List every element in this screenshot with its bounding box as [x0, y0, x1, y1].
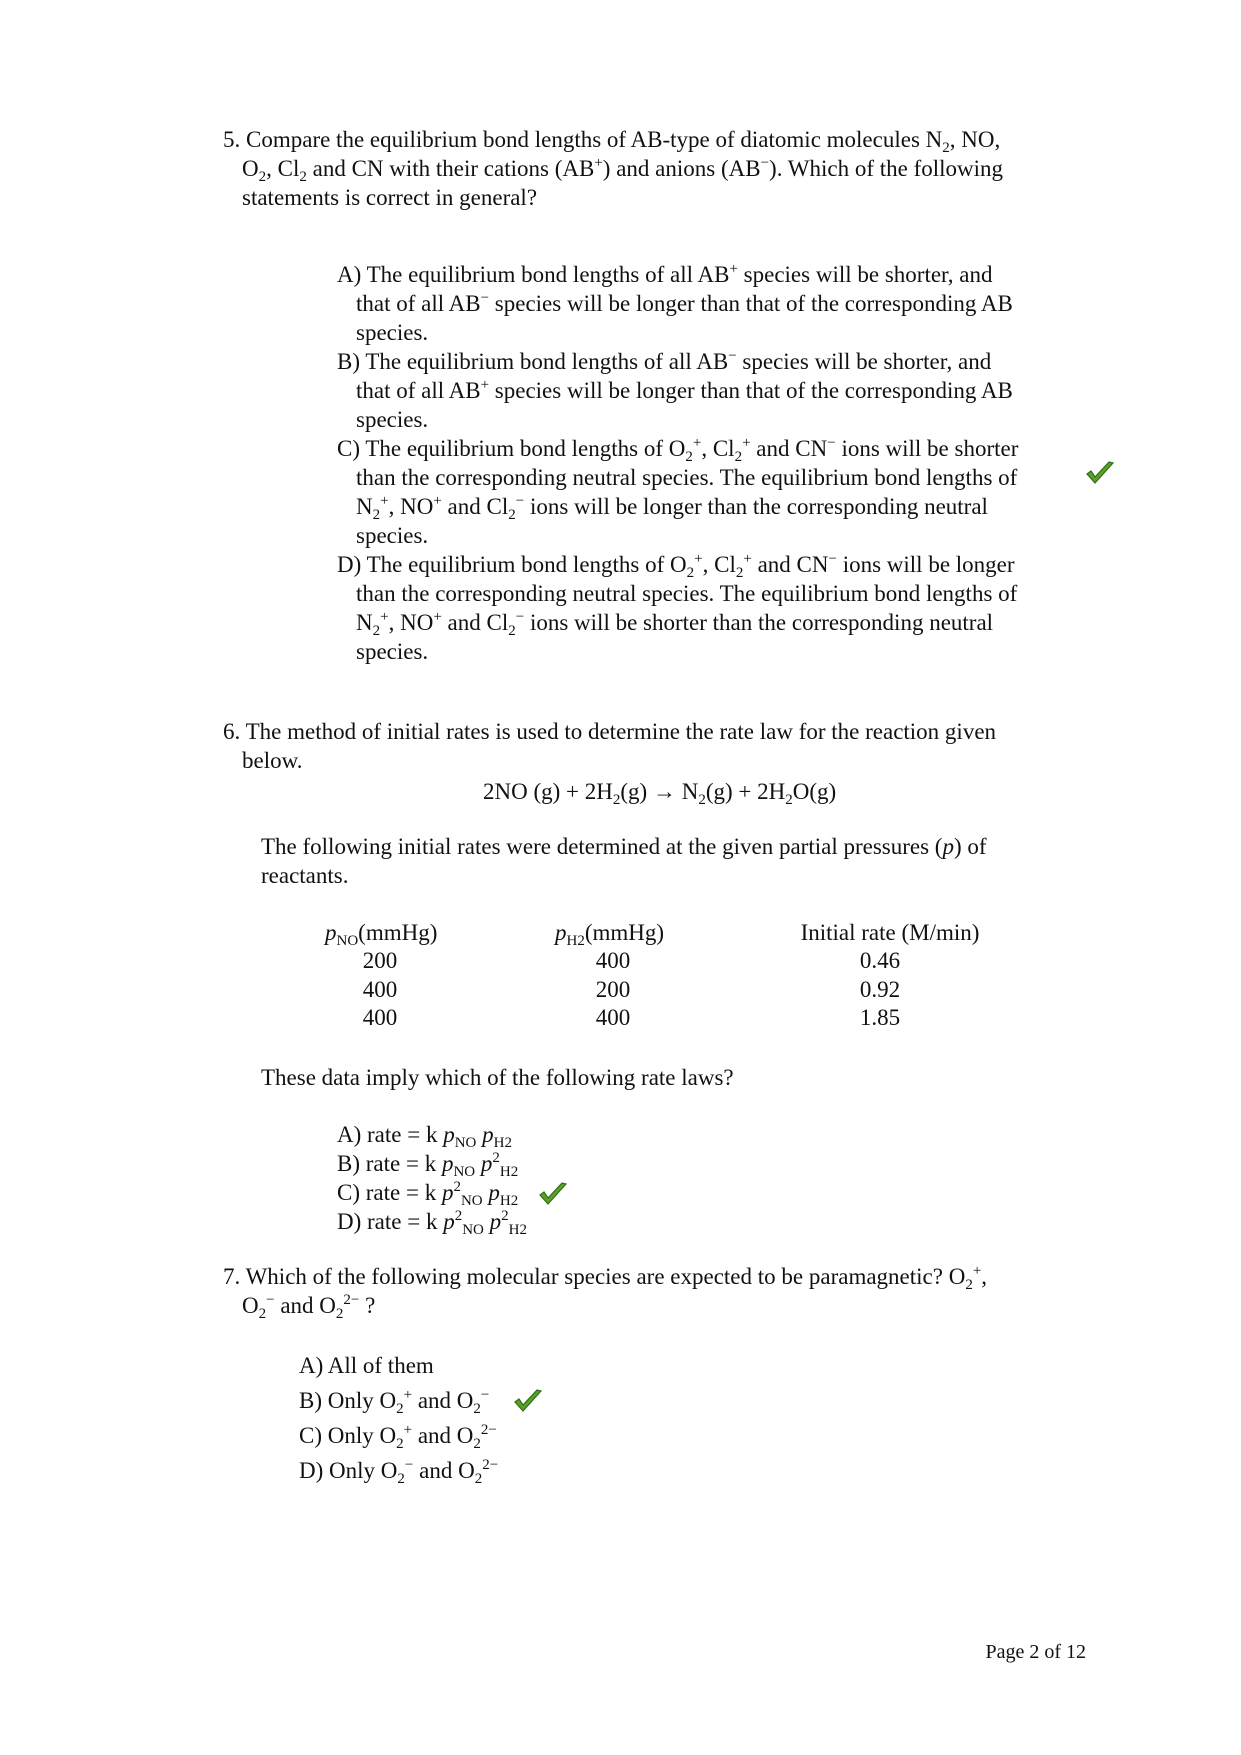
q6-option-a[interactable]: A) rate = k $p_{NO}$ $p_{H2}$: [337, 1122, 512, 1151]
table-cell: 400: [362, 977, 398, 1002]
q6-options: [337, 1120, 737, 1236]
checkmark-icon-q7: [513, 1388, 543, 1414]
q5-stem: 5. Compare the equilibrium bond lengths of AB-type of diatomic molecules $N_2$, NO, $O_2$, $Cl_2$ and CN with their cations (AB+) and anions (AB−). Which of the following statements is correct in general?: [223, 127, 1004, 210]
q5-option-d[interactable]: D) The equilibrium bond lengths of $O_2^+$, $Cl_2^+$ and CN− ions will be longer than the corresponding neutral species. The equilibrium bond lengths of $N_2^+$, NO+ and $Cl_2^-$ ions will be shorter than the corresponding neutral species.: [337, 551, 1018, 664]
question-6: 6. The method of initial rates is used to determine the rate law for the reaction given below.: [223, 719, 997, 773]
table-cell: 200: [362, 948, 398, 973]
table-cell: 200: [595, 977, 631, 1002]
col-header-rate: Initial rate (M/min): [800, 920, 980, 945]
q6-intro: The following initial rates were determined at the given partial pressures (p) of reactants.: [261, 834, 987, 888]
q6-option-b[interactable]: B) rate = k $p_{NO}$ $p^2_{H2}$: [337, 1150, 519, 1180]
col-header-pno: $p_{NO}(mmHg)$: [325, 920, 438, 949]
q5-option-b[interactable]: B) The equilibrium bond lengths of all AB− species will be shorter, and that of all AB+ species will be longer than that of the corresponding AB species.: [337, 348, 1013, 432]
page-number: Page 2 of 12: [985, 1641, 1086, 1663]
table-cell: 400: [595, 948, 631, 973]
q5-option-c[interactable]: C) The equilibrium bond lengths of $O_2^+$, $Cl_2^+$ and CN− ions will be shorter than the corresponding neutral species. The equilibrium bond lengths of $N_2^+$, NO+ and $Cl_2^-$ ions will be longer than the corresponding neutral species.: [337, 435, 1019, 548]
q5-options: [337, 260, 1137, 666]
table-cell: 400: [595, 1005, 631, 1030]
q6-option-c[interactable]: C) rate = k $p^2_{NO}$ $p_{H2}$: [337, 1179, 519, 1209]
checkmark-icon-q5: [1085, 460, 1115, 486]
q6-ask: These data imply which of the following rate laws?: [261, 1065, 734, 1090]
question-7: 7. Which of the following molecular species are expected to be paramagnetic? $O_2^+$, $O_2^-$ and $O_2^{2-}$ ?: [223, 1263, 988, 1322]
q6-reaction: 2NO $(g) + 2H_2(g) \to N_2(g) + 2H_2O(g)$: [483, 779, 837, 808]
checkmark-icon-q6: [538, 1181, 568, 1207]
table-cell: 0.92: [859, 977, 901, 1002]
q7-options: [299, 1348, 699, 1488]
question-5: [223, 125, 1093, 212]
col-header-ph2: $p_{H2}(mmHg)$: [555, 920, 665, 949]
q7-option-d[interactable]: D) Only $O_2^-$ and $O_2^{2-}$: [299, 1457, 499, 1487]
q7-option-a[interactable]: A) All of them: [299, 1353, 434, 1378]
q7-option-c[interactable]: C) Only $O_2^+$ and $O_2^{2-}$: [299, 1422, 497, 1452]
table-cell: 0.46: [859, 948, 901, 973]
q7-option-b[interactable]: B) Only $O_2^+$ and $O_2^-$: [299, 1387, 490, 1417]
table-cell: 1.85: [859, 1005, 901, 1030]
q5-option-a[interactable]: A) The equilibrium bond lengths of all AB+ species will be shorter, and that of all AB− species will be longer than that of the corresponding AB species.: [337, 261, 1013, 345]
table-cell: 400: [362, 1005, 398, 1030]
q6-option-d[interactable]: D) rate = k $p^2_{NO}$ $p^2_{H2}$: [337, 1208, 527, 1238]
